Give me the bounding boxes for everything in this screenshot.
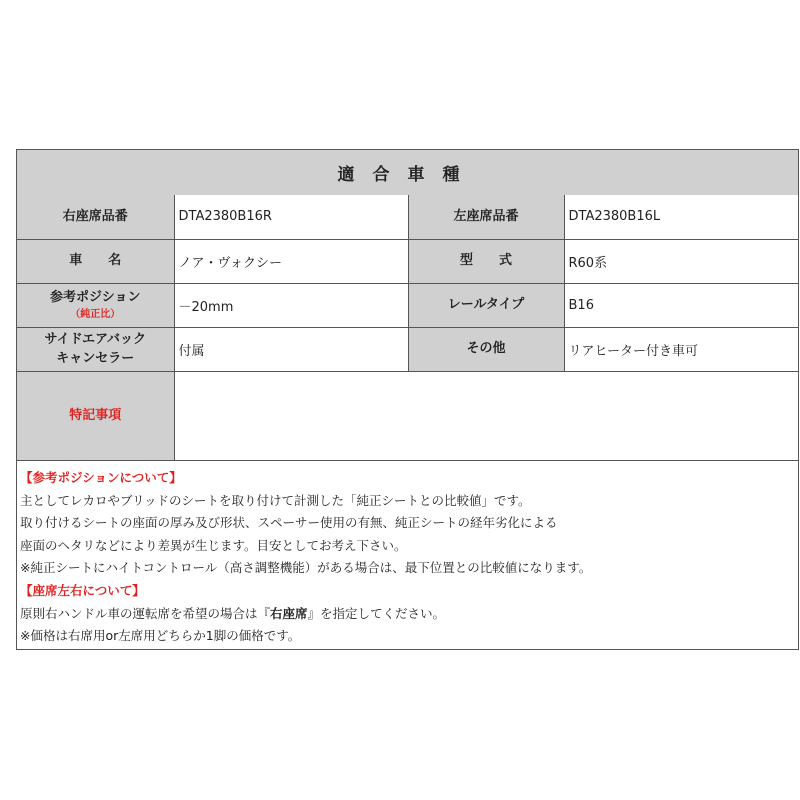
seat-note-line bbox=[20, 603, 795, 626]
seat-note-emphasis: 右座席 bbox=[270, 605, 308, 621]
remarks-label: 特記事項 bbox=[17, 371, 174, 460]
model-label: 型 式 bbox=[408, 239, 564, 283]
car-name-label: 車 名 bbox=[17, 239, 174, 283]
position-note-line: ※純正シートにハイトコントロール（高さ調整機能）がある場合は、最下位置との比較値になります。 bbox=[20, 560, 592, 576]
table-row bbox=[17, 371, 798, 460]
side-airbag-label-line1: サイドエアバック bbox=[44, 331, 147, 347]
position-note-line: 主としてレカロやブリッドのシートを取り付けて計測した「純正シートとの比較値」です。 bbox=[20, 492, 531, 508]
position-notes-heading: 【参考ポジションについて】 bbox=[20, 470, 182, 485]
seat-notes-heading: 【座席左右について】 bbox=[20, 582, 145, 598]
seat-note-text: 原則右ハンドル車の運転席を希望の場合は『 bbox=[20, 605, 271, 621]
left-seat-value: DTA2380B16L bbox=[564, 195, 798, 239]
side-airbag-label-cell bbox=[17, 327, 174, 371]
table-row bbox=[17, 195, 798, 239]
position-sublabel: （純正比） bbox=[70, 309, 121, 321]
position-label-cell bbox=[17, 283, 174, 327]
table-row bbox=[17, 239, 798, 283]
position-note-line: 座面のヘタリなどにより差異が生じます。目安としてお考え下さい。 bbox=[20, 537, 407, 553]
price-note-line: ※価格は右席用or左席用どちらか1脚の価格です。 bbox=[20, 628, 301, 644]
table-row bbox=[17, 327, 798, 371]
side-airbag-label-line2: キャンセラー bbox=[56, 351, 135, 366]
table-row bbox=[17, 283, 798, 327]
other-label: その他 bbox=[408, 327, 564, 371]
model-value: R60系 bbox=[564, 239, 798, 283]
right-seat-label: 右座席品番 bbox=[17, 195, 174, 239]
other-value: リアヒーター付き車可 bbox=[564, 327, 798, 371]
side-airbag-value: 付属 bbox=[174, 327, 408, 371]
remarks-value bbox=[174, 371, 798, 460]
position-note-line: 取り付けるシートの座面の厚み及び形状、スペーサー使用の有無、純正シートの経年劣化による bbox=[20, 515, 558, 531]
position-value: －20mm bbox=[174, 283, 408, 327]
seat-note-text: 』を指定してください。 bbox=[307, 605, 446, 621]
right-seat-value: DTA2380B16R bbox=[174, 195, 408, 239]
car-name-value: ノア・ヴォクシー bbox=[174, 239, 408, 283]
sheet-title: 適合車種 bbox=[17, 150, 798, 196]
rail-type-label: レールタイプ bbox=[408, 283, 564, 327]
rail-type-value: B16 bbox=[564, 283, 798, 327]
left-seat-label: 左座席品番 bbox=[408, 195, 564, 239]
position-label: 参考ポジション bbox=[50, 289, 141, 305]
fitment-sheet bbox=[16, 149, 799, 650]
spec-table bbox=[17, 195, 798, 461]
notes-section bbox=[17, 463, 798, 648]
